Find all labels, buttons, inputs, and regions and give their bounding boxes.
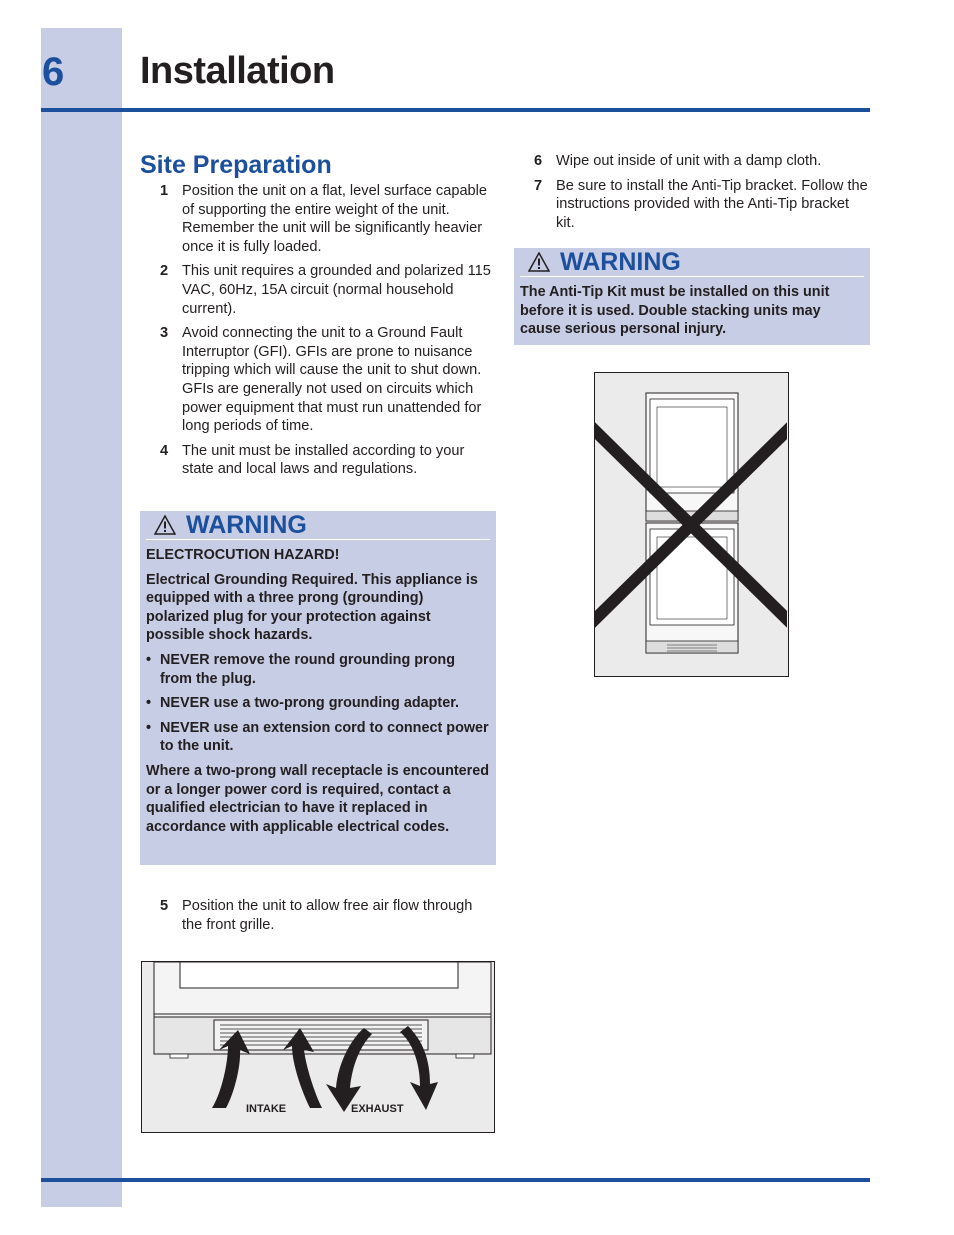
step-text: The unit must be installed according to your state and local laws and regulations. [182, 442, 465, 478]
step-text: Avoid connecting the unit to a Ground Fault Interruptor (GFI). GFIs are prone to nuisance tripping which will cause the unit to shut down. GFIs are generally not used on circuits which power equipment that must run unattended for long periods of time. [182, 325, 482, 435]
step-text: Be sure to install the Anti-Tip bracket. Follow the instructions provided with the Anti-Tip bracket kit. [556, 177, 868, 231]
warning-label: WARNING [560, 247, 681, 276]
steps-list-right [534, 152, 870, 238]
step-number: 4 [160, 442, 169, 459]
hazard-heading: ELECTROCUTION HAZARD! [146, 547, 340, 563]
step-item [160, 324, 496, 436]
step-number: 6 [534, 153, 543, 169]
steps-list-step5 [160, 897, 496, 940]
warning-intro: Electrical Grounding Required. This appliance is equipped with a three prong (grounding) polarized plug for your protection against possible shock hazards. [146, 571, 478, 644]
step-text: Position the unit on a flat, level surface capable of supporting the entire weight of the unit. Remember the unit will be significantly heavier once it is fully loaded. [182, 183, 488, 255]
warning-bullet-text: NEVER remove the round grounding prong from the plug. [160, 651, 456, 687]
warning-bullet: • NEVER use a two-prong grounding adapter. [146, 695, 460, 712]
warning-text: The Anti-Tip Kit must be installed on this unit before it is used. Double stacking units may cause serious personal injury. [520, 284, 830, 338]
step-item [160, 442, 496, 479]
warning-triangle-icon [154, 515, 176, 535]
step-number: 5 [160, 898, 169, 914]
warning-bullet-text: NEVER use a two-prong grounding adapter. [160, 695, 460, 712]
step-number: 3 [160, 325, 169, 342]
intake-label: INTAKE [246, 1103, 287, 1115]
step-text: Position the unit to allow free air flow through the front grille. [182, 898, 473, 933]
warning-header [520, 248, 864, 277]
warning-triangle-icon [528, 252, 550, 272]
step-text: This unit requires a grounded and polarized 115 VAC, 60Hz, 15A circuit (normal household current). [182, 263, 491, 317]
step-item [160, 182, 496, 256]
step-number: 2 [160, 263, 169, 280]
footer-rule [41, 1178, 870, 1182]
warning-body [146, 546, 490, 836]
step-item [534, 177, 870, 233]
no-stacking-figure [594, 372, 789, 677]
warning-box-antitip [514, 248, 870, 345]
steps-list-left [160, 182, 496, 485]
step-number: 1 [160, 183, 169, 199]
step-item [534, 152, 870, 171]
stacked-units-illustration [595, 373, 787, 675]
warning-box-electrical [140, 511, 496, 865]
warning-label: WARNING [186, 510, 307, 539]
warning-bullet: • NEVER remove the round grounding prong from the plug. [146, 651, 490, 688]
section-title: Site Preparation [140, 151, 332, 179]
step-text: Wipe out inside of unit with a damp cloth. [556, 153, 822, 169]
page-title: Installation [140, 50, 335, 92]
exhaust-label: EXHAUST [351, 1103, 404, 1115]
step-item [160, 897, 496, 934]
step-item [160, 262, 496, 318]
sidebar-band [41, 28, 122, 1207]
page-number: 6 [42, 50, 65, 94]
header-rule [41, 108, 870, 112]
grille-illustration [142, 962, 493, 1131]
grille-airflow-figure [141, 961, 495, 1133]
step-number: 7 [534, 177, 543, 194]
warning-bullet-text: NEVER use an extension cord to connect power to the unit. [160, 719, 489, 755]
warning-header [146, 511, 490, 540]
warning-bullet-list [146, 651, 490, 756]
warning-bullet: • NEVER use an extension cord to connect power to the unit. [146, 719, 489, 755]
warning-body [520, 283, 864, 339]
warning-closing: Where a two-prong wall receptacle is encountered or a longer power cord is required, contact a qualified electrician to have it replaced in accordance with applicable electrical codes. [146, 762, 490, 835]
